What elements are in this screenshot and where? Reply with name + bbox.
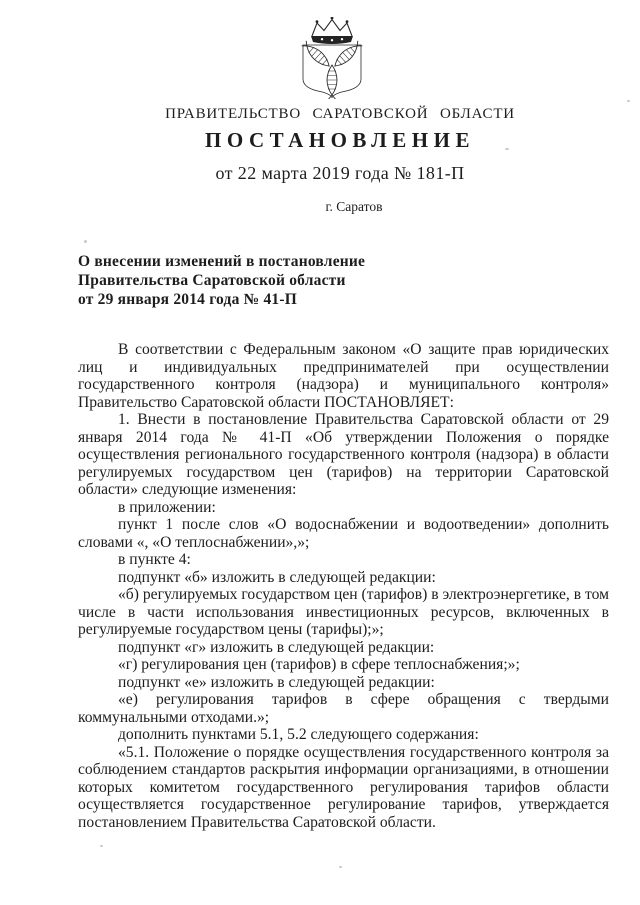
scan-speck (627, 100, 630, 102)
body-paragraph: 1. Внести в постановление Правительства Саратовской области от 29 января 2014 года № 41-П «Об утверждении Положения о порядке осуществления регионального государственного контроля (надзора) в области регулируемых государством цен (тарифов) на территории Саратовской области» следующие изменения: (78, 411, 609, 498)
date-number-line: от 22 марта 2019 года № 181-П (215, 163, 465, 183)
sterlet-fish-left (301, 40, 333, 70)
decree-title-line: Правительства Саратовской области (78, 272, 346, 290)
decree-title-line: от 29 января 2014 года № 41-П (78, 291, 297, 309)
decree-body (78, 341, 609, 831)
decree-title-line: О внесении изменений в постановление (78, 253, 366, 270)
city-line: г. Саратов (325, 199, 383, 214)
body-paragraph: подпункт «г» изложить в следующей редакции: (118, 638, 435, 656)
body-paragraph: подпункт «е» изложить в следующей редакции: (118, 673, 435, 691)
decree-title (78, 252, 538, 310)
body-paragraph: пункт 1 после слов «О водоснабжении и водоотведении» дополнить словами «, «О теплоснабжении»,»; (78, 516, 609, 551)
scan-speck (339, 866, 342, 868)
body-paragraph: в пункте 4: (118, 551, 191, 568)
body-paragraph: В соответствии с Федеральным законом «О защите прав юридических лиц и индивидуальных предпринимателей при осуществлении государственного контроля (надзора) и муниципального контроля» Правительство Саратовской области ПОСТАНОВЛЯЕТ: (78, 341, 609, 411)
body-paragraph: «б) регулируемых государством цен (тарифов) в электроэнергетике, в том числе в части использования инвестиционных ресурсов, включенных в регулируемые государством цены (тарифы);»; (78, 586, 609, 638)
scan-speck (505, 148, 509, 150)
body-paragraph: «е) регулирования тарифов в сфере обращения с твердыми коммунальными отходами.»; (78, 691, 609, 726)
body-paragraph: дополнить пунктами 5.1, 5.2 следующего содержания: (118, 726, 479, 743)
body-paragraph: в приложении: (118, 498, 216, 516)
body-paragraph: «г) регулирования цен (тарифов) в сфере теплоснабжения;»; (118, 656, 520, 673)
doc-type-heading: ПОСТАНОВЛЕНИЕ (205, 128, 475, 152)
body-paragraph: подпункт «б» изложить в следующей редакции: (118, 568, 436, 586)
sterlet-fish-center (327, 65, 337, 99)
body-paragraph: «5.1. Положение о порядке осуществления государственного контроля за соблюдением стандартов раскрытия информации организациями, в отношении которых комитетом государственного регулирования тарифов области осуществляется государственное регулирование тарифов, утверждается постановлением Правительства Саратовской области. (78, 743, 609, 831)
sterlet-fish-right (332, 40, 364, 70)
org-name: ПРАВИТЕЛЬСТВО САРАТОВСКОЙ ОБЛАСТИ (165, 106, 515, 122)
scan-speck (100, 845, 103, 847)
saratov-coat-of-arms-icon (300, 17, 364, 99)
scan-speck (84, 240, 87, 243)
crown-icon (311, 17, 353, 44)
